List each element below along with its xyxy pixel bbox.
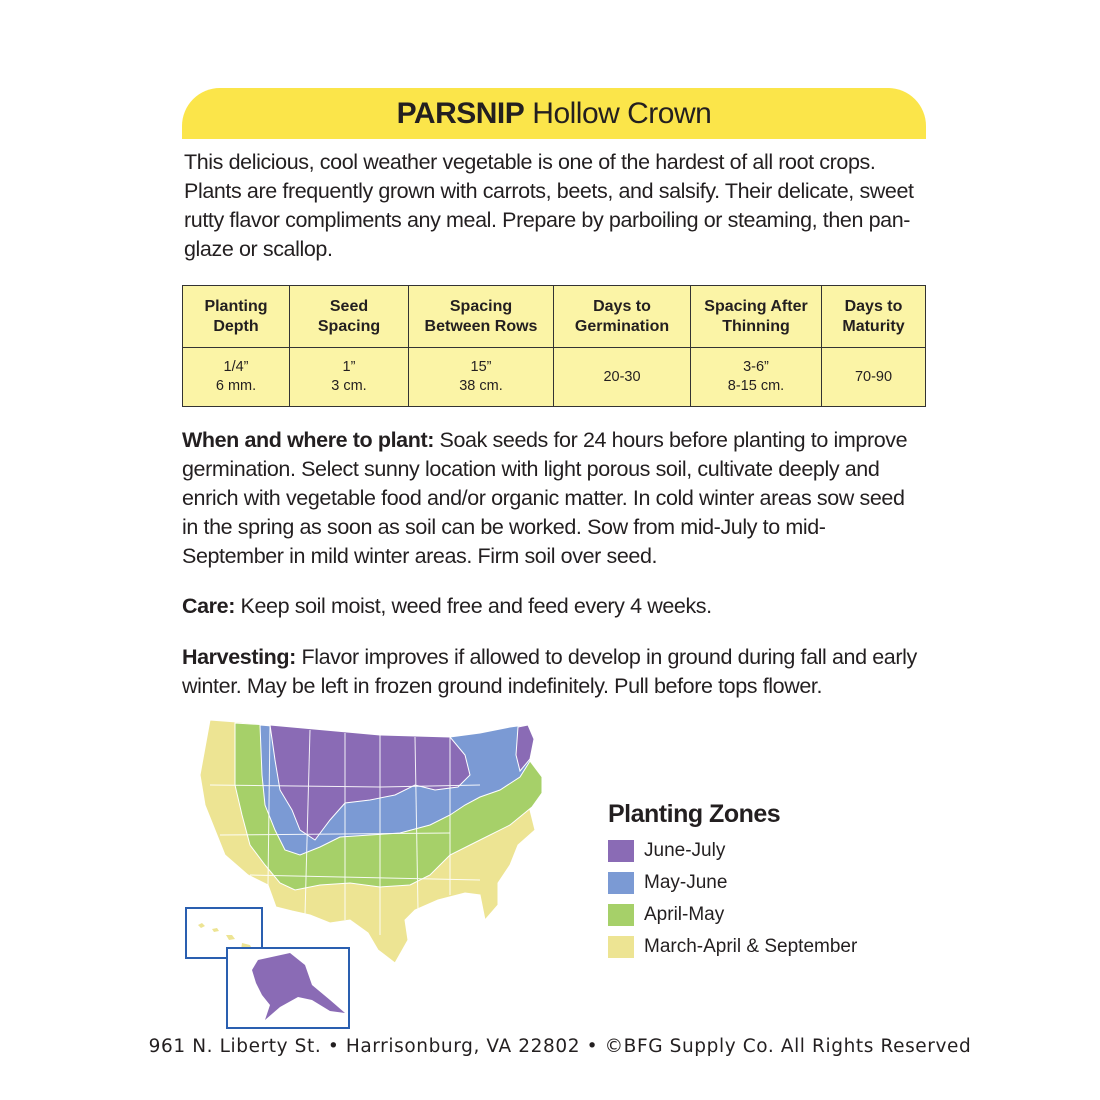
product-variety: Hollow Crown [532, 96, 712, 130]
table-header: Days to Maturity [822, 286, 926, 348]
section-text: Keep soil moist, weed free and feed every 4 weeks. [234, 594, 712, 618]
table-header: Spacing After Thinning [691, 286, 822, 348]
legend-label: March-April & September [644, 936, 858, 957]
legend-title: Planting Zones [608, 800, 781, 828]
table-header: Spacing Between Rows [409, 286, 554, 348]
legend-label: June-July [644, 840, 726, 861]
legend-swatch [608, 936, 634, 958]
table-header: Days to Germination [554, 286, 691, 348]
title-banner [182, 88, 926, 139]
legend-item [608, 835, 857, 867]
table-cell: 3-6” 8-15 cm. [691, 348, 822, 407]
legend-item [608, 867, 857, 899]
legend-swatch [608, 872, 634, 894]
footer-address: 961 N. Liberty St. • Harrisonburg, VA 22802 • ©BFG Supply Co. All Rights Reserved [148, 1036, 972, 1057]
section-text: Soak seeds for 24 hours before planting to improve germination. Select sunny location with light porous soil, cultivate deeply and enrich with vegetable food and/or organic matter. In cold winter areas sow seed in the spring as soon as soil can be worked. Sow from mid-July to mid-September in mild winter areas. Firm soil over seed. [182, 428, 908, 568]
table-header: Seed Spacing [290, 286, 409, 348]
table-cell: 1” 3 cm. [290, 348, 409, 407]
when-where-section [182, 426, 926, 571]
legend-item [608, 899, 857, 931]
legend-swatch [608, 904, 634, 926]
legend-swatch [608, 840, 634, 862]
section-text: Flavor improves if allowed to develop in ground during fall and early winter. May be left in frozen ground indefinitely. Pull before tops flower. [182, 645, 917, 698]
table-value-row [183, 348, 926, 407]
product-name: PARSNIP [396, 96, 525, 130]
section-label: Care: [182, 594, 235, 618]
table-cell: 15” 38 cm. [409, 348, 554, 407]
harvesting-section [182, 643, 926, 701]
table-header: Planting Depth [183, 286, 290, 348]
planting-zones-map [180, 715, 560, 1035]
planting-zones-legend [608, 800, 857, 963]
table-cell: 1/4” 6 mm. [183, 348, 290, 407]
care-section [182, 592, 926, 621]
section-label: Harvesting: [182, 645, 296, 669]
legend-label: April-May [644, 904, 725, 925]
section-label: When and where to plant: [182, 428, 434, 452]
table-header-row [183, 286, 926, 348]
intro-paragraph: This delicious, cool weather vegetable is one of the hardest of all root crops. Plants are frequently grown with carrots, beets, and salsify. Their delicate, sweet rutty flavor compliments any meal. Prepare by parboiling or steaming, then pan-glaze or scallop. [184, 150, 914, 261]
table-cell: 70-90 [822, 348, 926, 407]
growing-specs-table [182, 285, 926, 407]
legend-item [608, 931, 857, 963]
legend-label: May-June [644, 872, 728, 893]
table-cell: 20-30 [554, 348, 691, 407]
